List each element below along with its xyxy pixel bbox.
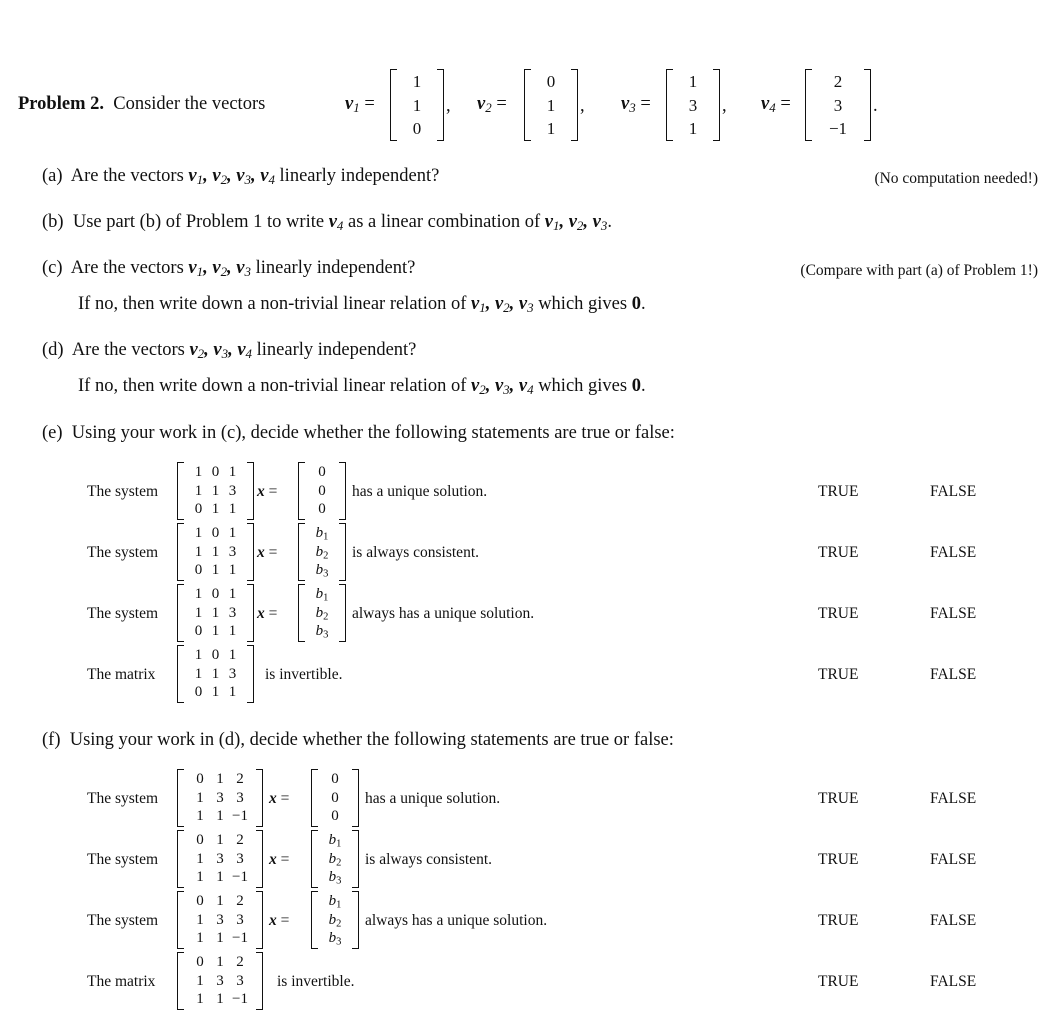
matrix-entry: 1: [228, 622, 237, 639]
left-bracket: [524, 69, 531, 141]
true-option[interactable]: TRUE: [818, 483, 859, 500]
matrix-entry: 1: [196, 990, 204, 1007]
matrix-entry: 0: [211, 525, 220, 542]
matrix-entry: 3: [236, 972, 244, 989]
matrix-entry: $b_1$: [315, 586, 329, 604]
rhs-vector: [298, 584, 346, 642]
problem-heading: [18, 94, 265, 115]
matrix-entry: 1: [211, 482, 220, 499]
false-option[interactable]: FALSE: [930, 666, 977, 683]
matrix-entry: $b_3$: [328, 868, 342, 887]
vector-separator: ,: [722, 96, 727, 116]
problem-intro: Consider the vectors: [113, 94, 266, 114]
matrix-entry: $b_1$: [328, 893, 342, 911]
vector-separator: ,: [580, 96, 585, 116]
matrix-entries: [531, 69, 571, 141]
left-bracket: [177, 891, 184, 949]
matrix-entry: $b_1$: [328, 832, 342, 850]
matrix-entries: [812, 69, 864, 141]
part-text: linearly independent?: [256, 340, 417, 360]
part-text: Use part (b) of Problem 1 to write: [72, 212, 325, 232]
matrix-entries: [397, 69, 437, 141]
matrix-entries: [318, 830, 352, 888]
statement-text: always has a unique solution.: [365, 912, 548, 929]
matrix-entry: 3: [833, 95, 843, 115]
matrix-entry: 1: [228, 464, 237, 481]
part-label: (f): [42, 730, 61, 750]
matrix-entry: 3: [236, 789, 244, 806]
matrix-entry: 1: [228, 500, 237, 517]
x-equals: x =: [269, 912, 290, 929]
matrix-entry: 1: [196, 807, 204, 824]
coefficient-matrix: [177, 462, 254, 520]
matrix-entry: 1: [196, 868, 204, 885]
right-bracket: [256, 769, 263, 827]
statement-text: has a unique solution.: [352, 483, 488, 500]
vector-list: $v_1$, $v_2$, $v_3$: [471, 294, 534, 316]
coefficient-matrix: [177, 891, 263, 949]
vector-list: $v_1$, $v_2$, $v_3$: [188, 258, 251, 280]
matrix-entry: 2: [236, 771, 244, 788]
statement-lead: The matrix: [87, 973, 156, 990]
left-bracket: [311, 769, 318, 827]
matrix-entry: 0: [211, 464, 220, 481]
matrix-entry: 0: [196, 893, 204, 910]
left-bracket: [666, 69, 673, 141]
right-bracket: [352, 891, 359, 949]
left-bracket: [177, 584, 184, 642]
statement-text: has a unique solution.: [365, 790, 501, 807]
matrix-entry: 1: [211, 561, 220, 578]
matrix-entry: 1: [194, 482, 203, 499]
right-bracket: [864, 69, 871, 141]
matrix-entry: 1: [228, 586, 237, 603]
matrix-entry: 1: [228, 647, 237, 664]
matrix-entry: 2: [236, 954, 244, 971]
part-text: If no, then write down a non-trivial linear relation of: [78, 294, 467, 314]
right-bracket: [256, 830, 263, 888]
vector-label: $v_1$ =: [345, 94, 375, 116]
matrix-entry: −1: [232, 990, 248, 1007]
matrix-entry: 1: [216, 771, 224, 788]
part-text: which gives: [538, 294, 628, 314]
matrix-entry: 0: [331, 789, 339, 806]
matrix-entries: [305, 462, 339, 520]
x-equals: x =: [257, 605, 278, 622]
true-option[interactable]: TRUE: [818, 851, 859, 868]
matrix-entry: $b_3$: [315, 622, 329, 641]
vector-list: $v_2$, $v_3$, $v_4$: [189, 340, 253, 362]
part-text: linearly independent?: [279, 166, 440, 186]
part-text: as a linear combination of: [348, 212, 541, 232]
false-option[interactable]: FALSE: [930, 790, 977, 807]
statement-lead: The system: [87, 851, 159, 868]
matrix-entry: 1: [194, 604, 203, 621]
matrix-entry: 1: [412, 95, 422, 115]
false-option[interactable]: FALSE: [930, 544, 977, 561]
matrix-entry: 3: [228, 482, 237, 499]
matrix-entries: [673, 69, 713, 141]
right-bracket: [247, 523, 254, 581]
statement-lead: The system: [87, 912, 159, 929]
rhs-vector: [298, 523, 346, 581]
statement-text: is invertible.: [277, 973, 355, 990]
matrix-entry: 1: [196, 850, 204, 867]
matrix-entry: 2: [236, 832, 244, 849]
part-d: [42, 340, 416, 361]
matrix-entry: 1: [194, 464, 203, 481]
matrix-entry: 0: [412, 118, 422, 138]
matrix-entry: 1: [228, 683, 237, 700]
matrix-entry: 0: [546, 72, 556, 92]
matrix-entries: [318, 769, 352, 827]
part-c-note: (Compare with part (a) of Problem 1!): [800, 262, 1038, 279]
vector-label: $v_2$ =: [477, 94, 507, 116]
matrix-entry: $b_2$: [328, 911, 342, 930]
statement-text: is always consistent.: [365, 851, 492, 868]
right-bracket: [437, 69, 444, 141]
matrix-entry: 1: [228, 525, 237, 542]
coefficient-matrix: [177, 645, 254, 703]
false-option[interactable]: FALSE: [930, 605, 977, 622]
matrix-entry: 1: [688, 72, 698, 92]
matrix-entry: 0: [196, 954, 204, 971]
matrix-entry: 3: [228, 604, 237, 621]
matrix-entry: $b_3$: [328, 929, 342, 948]
true-option[interactable]: TRUE: [818, 790, 859, 807]
part-text: Are the vectors: [70, 258, 184, 278]
matrix-entry: 1: [194, 665, 203, 682]
part-text: Using your work in (c), decide whether the following statements are true or false:: [71, 423, 675, 443]
part-label: (c): [42, 258, 63, 278]
matrix-entries: [184, 584, 247, 642]
x-equals: x =: [269, 790, 290, 807]
matrix-entry: 1: [196, 972, 204, 989]
statement-lead: The system: [87, 483, 159, 500]
vector-list: $v_1$, $v_2$, $v_3$, $v_4$: [188, 166, 275, 188]
false-option[interactable]: FALSE: [930, 973, 977, 990]
matrix-entries: [184, 769, 256, 827]
matrix-entry: 1: [211, 665, 220, 682]
false-option[interactable]: FALSE: [930, 912, 977, 929]
matrix-entry: 1: [211, 543, 220, 560]
part-a: [42, 166, 439, 187]
vector-v2: [524, 69, 578, 141]
matrix-entry: 0: [194, 683, 203, 700]
x-equals: x =: [257, 483, 278, 500]
part-f: [42, 730, 674, 751]
period: .: [607, 212, 612, 232]
matrix-entry: 1: [211, 683, 220, 700]
coefficient-matrix: [177, 769, 263, 827]
matrix-entry: 1: [211, 622, 220, 639]
matrix-entry: 3: [236, 850, 244, 867]
true-option[interactable]: TRUE: [818, 912, 859, 929]
left-bracket: [390, 69, 397, 141]
true-option[interactable]: TRUE: [818, 666, 859, 683]
matrix-entry: 1: [216, 954, 224, 971]
matrix-entry: 1: [194, 543, 203, 560]
vector-list: $v_1$, $v_2$, $v_3$: [544, 212, 608, 234]
left-bracket: [177, 645, 184, 703]
right-bracket: [339, 523, 346, 581]
matrix-entry: 3: [216, 789, 224, 806]
vector-separator: ,: [446, 96, 451, 116]
left-bracket: [805, 69, 812, 141]
part-label: (b): [42, 212, 64, 232]
vector-label: $v_3$ =: [621, 94, 651, 116]
matrix-entry: −1: [232, 807, 248, 824]
vector-v4: [805, 69, 871, 141]
rhs-vector: [311, 891, 359, 949]
matrix-entry: 0: [318, 482, 326, 499]
right-bracket: [571, 69, 578, 141]
matrix-entries: [184, 830, 256, 888]
true-option[interactable]: TRUE: [818, 605, 859, 622]
left-bracket: [298, 584, 305, 642]
matrix-entry: $b_3$: [315, 561, 329, 580]
rhs-vector: [311, 830, 359, 888]
part-text: Are the vectors: [71, 340, 185, 360]
coefficient-matrix: [177, 584, 254, 642]
matrix-entry: 1: [228, 561, 237, 578]
matrix-entry: 3: [216, 972, 224, 989]
vector-list: $v_2$, $v_3$, $v_4$: [471, 376, 534, 398]
matrix-entry: 1: [546, 118, 556, 138]
matrix-entry: 0: [318, 464, 326, 481]
part-b: [42, 212, 612, 233]
zero-vector: 0: [631, 376, 641, 396]
matrix-entry: 1: [688, 118, 698, 138]
left-bracket: [177, 523, 184, 581]
part-label: (a): [42, 166, 63, 186]
false-option[interactable]: FALSE: [930, 851, 977, 868]
part-d-line2: If no, then write down a non-trivial linear relation of $v_2$, $v_3$, $v_4$ which gives 0.: [78, 376, 646, 398]
matrix-entry: 3: [688, 95, 698, 115]
left-bracket: [177, 769, 184, 827]
matrix-entry: −1: [828, 118, 848, 138]
part-text: Using your work in (d), decide whether the following statements are true or false:: [69, 730, 674, 750]
part-text: linearly independent?: [255, 258, 416, 278]
false-option[interactable]: FALSE: [930, 483, 977, 500]
matrix-entry: 3: [216, 850, 224, 867]
matrix-entries: [305, 523, 339, 581]
matrix-entry: $b_2$: [328, 850, 342, 869]
matrix-entry: 1: [196, 911, 204, 928]
matrix-entry: 1: [216, 807, 224, 824]
matrix-entry: 0: [196, 832, 204, 849]
right-bracket: [713, 69, 720, 141]
left-bracket: [177, 952, 184, 1010]
vector-v1: [390, 69, 444, 141]
matrix-entry: 1: [194, 647, 203, 664]
matrix-entry: $b_2$: [315, 543, 329, 562]
matrix-entry: 1: [211, 500, 220, 517]
left-bracket: [177, 462, 184, 520]
matrix-entry: 1: [216, 990, 224, 1007]
matrix-entry: −1: [232, 868, 248, 885]
statement-lead: The system: [87, 605, 159, 622]
statement-lead: The system: [87, 544, 159, 561]
matrix-entry: 2: [833, 72, 843, 92]
part-text: If no, then write down a non-trivial linear relation of: [78, 376, 467, 396]
rhs-vector: [311, 769, 359, 827]
right-bracket: [339, 584, 346, 642]
right-bracket: [256, 891, 263, 949]
right-bracket: [247, 462, 254, 520]
matrix-entry: 0: [331, 771, 339, 788]
statement-lead: The system: [87, 790, 159, 807]
matrix-entry: 1: [196, 929, 204, 946]
statement-text: is invertible.: [265, 666, 343, 683]
matrix-entry: 1: [216, 893, 224, 910]
vector-v3: [666, 69, 720, 141]
matrix-entry: 3: [228, 543, 237, 560]
matrix-entry: 0: [194, 561, 203, 578]
matrix-entry: 0: [194, 622, 203, 639]
matrix-entries: [305, 584, 339, 642]
matrix-entry: 2: [236, 893, 244, 910]
matrix-entry: 1: [216, 868, 224, 885]
left-bracket: [311, 891, 318, 949]
true-option[interactable]: TRUE: [818, 544, 859, 561]
matrix-entry: 0: [318, 500, 326, 517]
right-bracket: [352, 830, 359, 888]
vector-label: $v_4$ =: [761, 94, 791, 116]
part-label: (e): [42, 423, 63, 443]
matrix-entry: 1: [216, 832, 224, 849]
rhs-vector: [298, 462, 346, 520]
part-a-note: (No computation needed!): [874, 170, 1038, 187]
part-label: (d): [42, 340, 64, 360]
part-c-line2: If no, then write down a non-trivial linear relation of $v_1$, $v_2$, $v_3$ which gives 0.: [78, 294, 646, 316]
left-bracket: [311, 830, 318, 888]
matrix-entry: 3: [236, 911, 244, 928]
right-bracket: [352, 769, 359, 827]
statement-text: is always consistent.: [352, 544, 479, 561]
left-bracket: [177, 830, 184, 888]
coefficient-matrix: [177, 952, 263, 1010]
part-text: Are the vectors: [70, 166, 184, 186]
statement-text: always has a unique solution.: [352, 605, 535, 622]
matrix-entry: 0: [196, 771, 204, 788]
matrix-entry: 1: [194, 586, 203, 603]
matrix-entry: 0: [194, 500, 203, 517]
matrix-entry: 3: [216, 911, 224, 928]
matrix-entries: [318, 891, 352, 949]
coefficient-matrix: [177, 830, 263, 888]
x-equals: x =: [257, 544, 278, 561]
true-option[interactable]: TRUE: [818, 973, 859, 990]
right-bracket: [256, 952, 263, 1010]
vector-separator: .: [873, 96, 878, 116]
matrix-entry: 1: [196, 789, 204, 806]
matrix-entry: 0: [211, 586, 220, 603]
matrix-entry: 1: [211, 604, 220, 621]
matrix-entry: $b_1$: [315, 525, 329, 543]
part-c: [42, 258, 415, 279]
right-bracket: [247, 584, 254, 642]
right-bracket: [247, 645, 254, 703]
matrix-entry: 1: [546, 95, 556, 115]
matrix-entry: 3: [228, 665, 237, 682]
matrix-entry: 0: [211, 647, 220, 664]
problem-label: Problem 2.: [18, 94, 104, 114]
zero-vector: 0: [631, 294, 641, 314]
matrix-entries: [184, 523, 247, 581]
matrix-entries: [184, 645, 247, 703]
matrix-entry: 1: [412, 72, 422, 92]
right-bracket: [339, 462, 346, 520]
matrix-entry: 1: [216, 929, 224, 946]
coefficient-matrix: [177, 523, 254, 581]
matrix-entries: [184, 952, 256, 1010]
matrix-entries: [184, 891, 256, 949]
left-bracket: [298, 462, 305, 520]
part-text: which gives: [538, 376, 628, 396]
matrix-entry: 0: [331, 807, 339, 824]
matrix-entry: 1: [194, 525, 203, 542]
statement-lead: The matrix: [87, 666, 156, 683]
matrix-entries: [184, 462, 247, 520]
vector-v4: $v_4$: [328, 212, 344, 234]
matrix-entry: −1: [232, 929, 248, 946]
matrix-entry: $b_2$: [315, 604, 329, 623]
x-equals: x =: [269, 851, 290, 868]
left-bracket: [298, 523, 305, 581]
part-e: [42, 423, 675, 444]
